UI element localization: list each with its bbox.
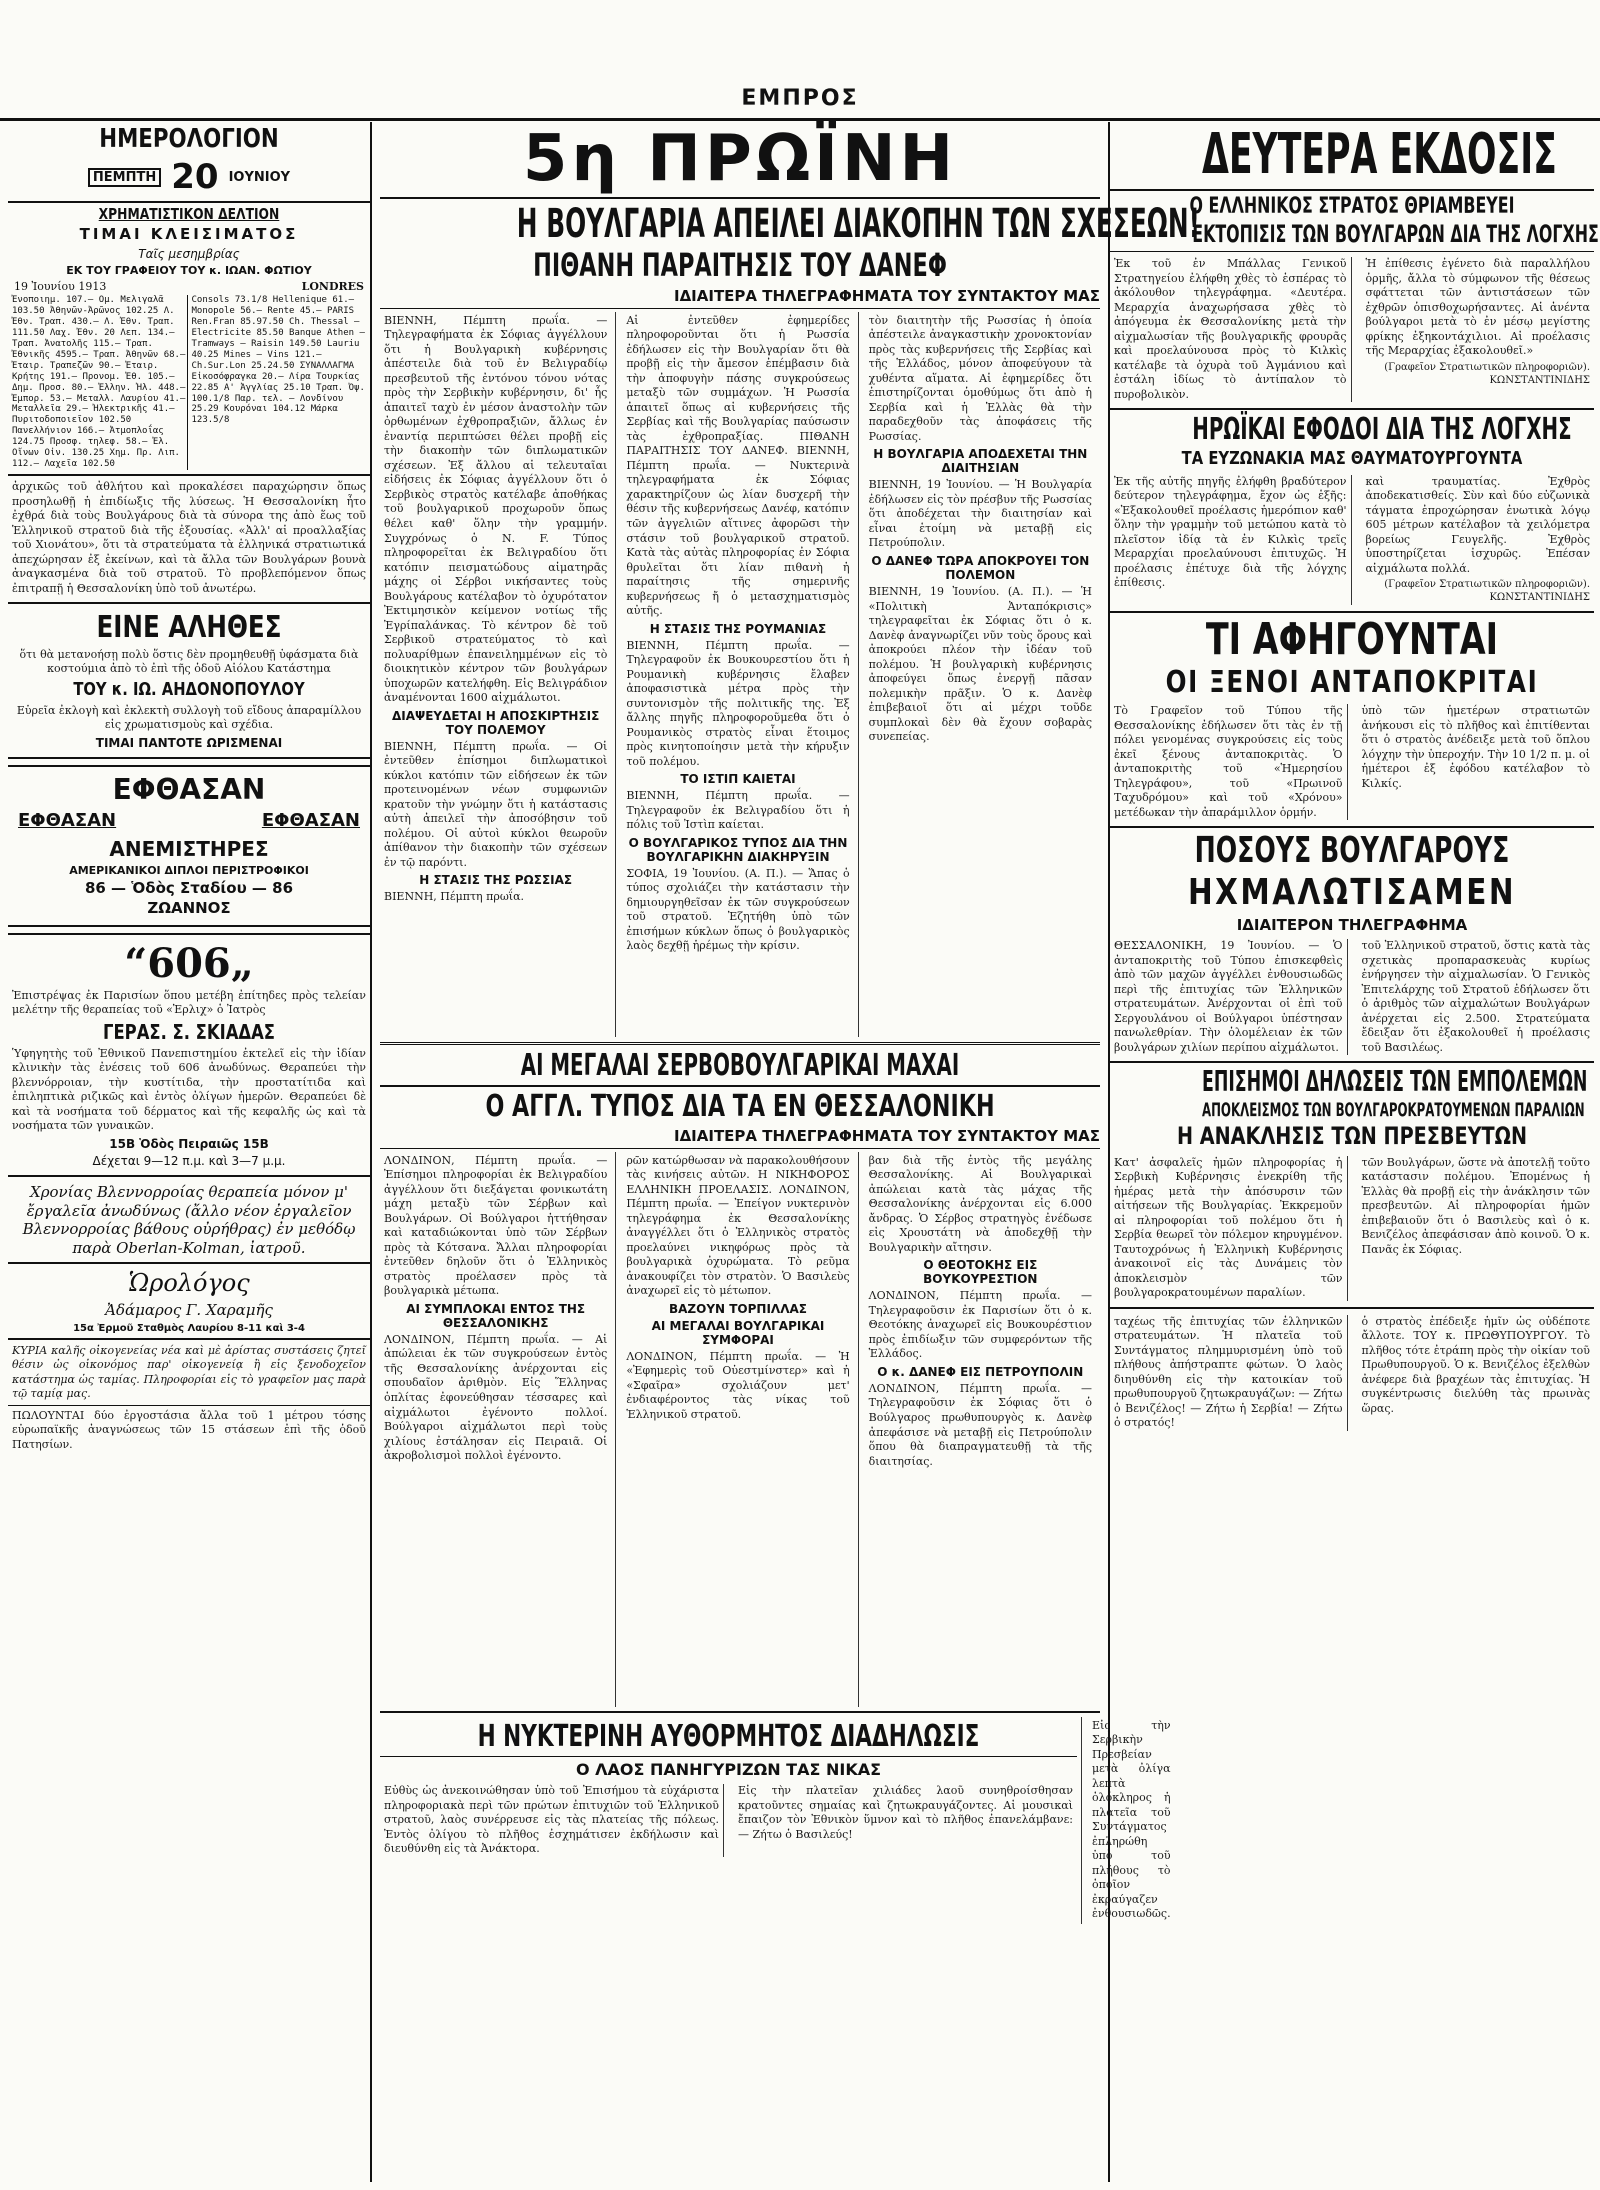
celebration-text-2: ὁ στρατὸς ἐπέδειξε ἡμῖν ὡς οὐδέποτε ἄλλοτε. ΤΟΥ κ. ΠΡΩΘΥΠΟΥΡΓΟΥ. Τὸ πλῆθος τότε ἐτράπη πρὸς τὴν οἰκίαν τοῦ Πρωθυπουργοῦ. Ὁ κ. Βενιζέλος ἐξελθὼν ἀνέφερε διὰ βραχέων τὰς ἐπιτυχίας. Ἡ συγκέντρωσις διελύθη τὰς πρωινὰς ὥρας.: [1361, 1314, 1590, 1415]
night-main: [380, 1717, 1082, 1924]
main-subhead: ΠΙΘΑΝΗ ΠΑΡΑΙΤΗΣΙΣ ΤΟΥ ΔΑΝΕΦ: [533, 246, 947, 285]
ad-fabric-price: ΤΙΜΑΙ ΠΑΝΤΟΤΕ ΩΡΙΣΜΕΝΑΙ: [95, 735, 283, 750]
telegram-label: ΙΔΙΑΙΤΕΡΑ ΤΗΛΕΓΡΑΦΗΜΑΤΑ ΤΟΥ ΣΥΝΤΑΚΤΟΥ ΜΑΣ: [673, 286, 1100, 305]
divider: [1110, 189, 1594, 191]
article-russia: Αἱ ἐντεῦθεν ἐφημερίδες πληροφοροῦνται ὅτι ἡ Ρωσσία ἐδήλωσεν εἰς τὴν Βουλγαρίαν ὅτι θὰ προβῇ εἰς τὴν ἄμεσον ἐπέμβασιν διὰ τὴν ἀποφυγὴν πάσης συγκρούσεως μεταξὺ τῶν συμμάχων. Ἡ Ρωσσία ἀπαιτεῖ ὅπως αἱ κυβερνήσεις τῆς Σερβίας καὶ τῆς Βουλγαρίας παύσωσιν τὰς ἐχθροπραξίας. ΠΙΘΑΝΗ ΠΑΡΑΙΤΗΣΙΣ ΤΟΥ ΔΑΝΕΦ. ΒΙΕΝΝΗ, Πέμπτη πρωΐα. — Νυκτερινὰ τηλεγραφήματα ἐκ Σόφιας χαρακτηρίζουν ὡς λίαν δυσχερῆ τὴν θέσιν τῆς κυβερνήσεως Δανέφ, κατόπιν τῶν ἀγγελιῶν αἵτινες ἀφορῶσι τὴν στάσιν τοῦ βουλγαρικοῦ στρατοῦ. Κατὰ τὰς αὐτὰς πληροφορίας ἐν Σόφια θρυλεῖται ὅτι λίαν πιθανὴ ἡ παραίτησις τῆς σημερινῆς κυβερνήσεως ἤ ὁ μετασχηματισμὸς αὐτῆς.: [626, 313, 850, 618]
divider: [380, 197, 1100, 199]
official-subhead-2: Η ΑΝΑΚΛΗΣΙΣ ΤΩΝ ΠΡΕΣΒΕΥΤΩΝ: [1176, 1122, 1528, 1151]
ad-doctor-name: ΓΕΡΑΣ. Σ. ΣΚΙΑΔΑΣ: [103, 1019, 275, 1044]
second-edition-sub2: ΕΚΤΟΠΙΣΙΣ ΤΩΝ ΒΟΥΛΓΑΡΩΝ ΔΙΑ ΤΗΣ ΛΟΓΧΗΣ: [1192, 219, 1599, 248]
article-col-3: [865, 312, 1100, 1037]
bayonet-subhead: ΤΑ ΕΥΖΩΝΑΚΙΑ ΜΑΣ ΘΑΥΜΑΤΟΥΡΓΟΥΝΤΑ: [1181, 447, 1523, 469]
official-text-1: Κατ' ἀσφαλεῖς ἡμῶν πληροφορίας ἡ Σερβικὴ Κυβέρνησις ἐνεκρίθη τῆς ἡμέρας μετὰ τὴν ἀπόσυρσιν τῶν αἰτήσεων τῆς Βουλγαρίας. Ἐκκρεμοῦν αἱ πληροφορίαι τοῦ πολέμου ὅτι ἡ Σερβία θεωρεῖ τὸν πόλεμον κηρυγμένον. Ταυτοχρόνως ἡ Ἑλληνικὴ Κυβέρνησις ἀνακοινοῖ εἰς τὰς Δυνάμεις τὸν ἀποκλεισμὸν τῶν βουλγαροκρατουμένων παραλίων.: [1114, 1156, 1348, 1301]
ad-doctor-text: Ἐπιστρέψας ἐκ Παρισίων ὅπου μετέβη ἐπίτηδες πρὸς τελείαν μελέτην τῆς θεραπείας τοῦ «Ἐρλιχ» ὁ Ἰατρὸς: [12, 988, 366, 1017]
ad-doctor-title: “606„: [124, 939, 254, 987]
ad-fans-title3: ΕΦΘΑΣΑΝ: [261, 810, 360, 832]
divider: [8, 1262, 370, 1264]
article-bulgaria-accepts: ΒΙΕΝΝΗ, 19 Ἰουνίου. — Ἡ Βουλγαρία ἐδήλωσεν εἰς τὸν πρέσβυν τῆς Ρωσσίας ὅτι ἀποδέχεται τὴν διαιτησίαν καὶ εἶναι ἑτοίμη νὰ μεταβῇ εἰς Πετρούπολιν.: [868, 478, 1092, 550]
ad-doctor-text2: Ὑφηγητὴς τοῦ Ἐθνικοῦ Πανεπιστημίου ἐκτελεῖ εἰς τὴν ἰδίαν κλινικὴν τὰς ἐνέσεις τοῦ 606 ἀνωδύνως. Θεραπεύει τὴν βλεννόρροιαν, τὴν κυστίτιδα, τὴν προστατίτιδα καὶ ἐπιληπτικὰ ριζικῶς καὶ ἐντὸς ὀλίγων ἡμερῶν. Θεραπεύει δὲ καὶ τὰ νοσήματα τοῦ δέρματος καὶ τῆς κεφαλῆς ὡς καὶ τὰ νοσήματα τῶν γυναικῶν.: [12, 1046, 366, 1133]
correspondents-subhead: ΟΙ ΞΕΝΟΙ ΑΝΤΑΠΟΚΡΙΤΑΙ: [1165, 664, 1539, 700]
correspondents-headline: ΤΙ ΑΦΗΓΟΥΝΤΑΙ: [1205, 613, 1499, 665]
ad-fans: [8, 765, 370, 927]
ad-clinic: Χρονίας Βλεννορροίας θεραπεία μόνον μ' ἔργαλεῖα ἀνωδύνως (ἄλλο νέον ἐργαλεῖον Βλεννορροίας βάθους οὐρήθρας) ἐν μεθόδῳ παρὰ Oberlan-Kolman, ἰατροῦ.: [22, 1182, 356, 1258]
divider: [380, 1042, 1100, 1045]
article-london-2: ΛΟΝΔΙΝΟΝ, Πέμπτη πρωΐα. — Αἱ ἀπώλειαι ἐκ τῶν συγκρούσεων ἐντὸς τῆς Θεσσαλονίκης ἀνέρχονται εἰς σπουδαῖον ἀριθμὸν. Εἰς Ἕλληνας ὁπλίτας ἐφονεύθησαν τέσσαρες καὶ αἰχμάλωτοι ἐγένοντο πολλοί. Βούλγαροι αἰχμάλωτοι περὶ τοὺς χιλίους ἐστάλησαν εἰς Πειραιᾶ. Οἱ ἀκροβολισμοὶ πολλοὶ ἐγένοντο.: [384, 1332, 608, 1463]
article-heading: ΑΙ ΣΥΜΠΛΟΚΑΙ ΕΝΤΟΣ ΤΗΣ ΘΕΣΣΑΛΟΝΙΚΗΣ: [406, 1301, 586, 1330]
triumph-col-2: [1362, 255, 1595, 404]
battle-col-2: [622, 1152, 858, 1707]
battle-articles: [380, 1152, 1100, 1707]
article-london-4: ΛΟΝΔΙΝΟΝ, Πέμπτη πρωΐα. — Ἡ «Ἐφημερὶς τοῦ Οὐεστμίνστερ» καὶ ἡ «Σφαῖρα» σχολιάζουν μετ' ἐνδιαφέροντος τὰς νίκας τοῦ Ἑλληνικοῦ στρατοῦ.: [626, 1349, 850, 1421]
main-headline: Η ΒΟΥΛΓΑΡΙΑ ΑΠΕΙΛΕΙ ΔΙΑΚΟΠΗΝ ΤΩΝ ΣΧΕΣΕΩΝ!: [516, 201, 1200, 248]
article-heading: ΤΟ ΙΣΤΙΠ ΚΑΙΕΤΑΙ: [680, 772, 796, 787]
article-heading: Η ΒΟΥΛΓΑΡΙΑ ΑΠΟΔΕΧΕΤΑΙ ΤΗΝ ΔΙΑΙΤΗΣΙΑΝ: [873, 447, 1088, 476]
calendar-month: ΙΟΥΝΙΟΥ: [228, 169, 291, 185]
article-heading: Ο ΔΑΝΕΦ ΤΩΡΑ ΑΠΟΚΡΟΥΕΙ ΤΟΝ ΠΟΛΕΜΟΝ: [871, 554, 1090, 582]
ad-fabric-text: ὅτι θὰ μετανοήσῃ πολὺ ὅστις δὲν προμηθευθῇ ὑφάσματα διὰ κοστούμια ἀπὸ τὸ ἐπὶ τῆς ὁδοῦ Αἰόλου Κατάστημα: [19, 647, 359, 676]
bayonet-text-1: Ἐκ τῆς αὐτῆς πηγῆς ἐλήφθη βραδύτερον δεύτερον τηλεγράφημα, ἔχον ὡς ἑξῆς: «Ἐξακολουθεῖ προέλασις ἡμερόπιον καθ' ὅλην τὴν γραμμὴν τοῦ μετώπου κατὰ τὸ πλεῖστον ἰδίᾳ τὰ ἐν Κιλκὶς τρεῖς Μεραρχίαι προελαύνουσι ἐπιτυχῶς. Ἡ προέλασις ἐπέτυχε διὰ τῆς λόγχης ἐπίθεσις.: [1114, 475, 1352, 605]
article-heading: Η ΣΤΑΣΙΣ ΤΗΣ ΡΟΥΜΑΝΙΑΣ: [649, 621, 827, 636]
ad-fabric-text2: Εὑρεῖα ἐκλογὴ καὶ ἐκλεκτὴ συλλογὴ τοῦ εἴδους ἀπαραμίλλου εἰς χρωματισμοὺς καὶ σχέδια.: [16, 703, 362, 732]
official-headline: ΕΠΙΣΗΜΟΙ ΔΗΛΩΣΕΙΣ ΤΩΝ ΕΜΠΟΛΕΜΩΝ: [1201, 1065, 1588, 1099]
divider: [380, 1085, 1100, 1087]
market-table-left: Ἐνοποιημ. 107.— Οµ. Μελιγαλᾶ 103.50 Ἀθηνῶν-Ἀρῶνος 102.25 Λ. Ἐθν. Τραπ. 430.— Λ. Ἐθν. Τραπ. 111.50 Λαχ. Ἐθν. 20 Λεπ. 134.— Τραπ. Ἀνατολῆς 115.— Τραπ. Ἐθνικῆς 4595.— Τραπ. Ἀθηνῶν 68.— Ἐταιρ. Τραπεζῶν 90.— Ἐταιρ. Κρήτης 191.— Προνομ. Ἐθ. 105.— Δημ. Προσ. 80.— Ἐλλην. Ἠλ. 448.— Ἐμπορ. 53.— Μεταλλ. Λαυρίου 41.— Μεταλλεῖα 29.— Ἠλεκτρικῆς 41.— Πυριτοδοποιεῖον 102.50 Πανελλήνιον 166.— Ἀτμοπλοΐας 124.75 Προσφ. τηλεφ. 58.— Ἐλ. Οἴνων Οἰν. 130.25 Χημ. Πρ. Λιπ. 112.— Λαχεῖα 102.50: [12, 294, 186, 470]
divider: [380, 1711, 1100, 1713]
masthead-title: ΕΜΠΡΟΣ: [741, 86, 859, 111]
triumph-text-2: Ἡ ἐπίθεσις ἐγένετο διὰ παραλλήλου ὁρμῆς, ἄλλα τὸ σύμφωνον τῆς θέσεως σφάττεται τῶν ἀντιστάσεων τῶν ἐχθρῶν ὁπισθοχωρήσαντες. Αἱ ἀνέντα βούλγαροι μετὰ τὸ ἐν μέσῳ μεγίστης φρίκης ἐξηκοντάχιλιοι. Αἱ προέλασις τῆς Μεραρχίας ἐξακολουθεῖ.»: [1365, 257, 1590, 358]
article-london-1: ΛΟΝΔΙΝΟΝ, Πέμπτη πρωΐα. — Ἐπίσημοι πληροφορίαι ἐκ Βελιγραδίου ἀγγέλλουν ὅτι διεξάγεται φονικωτάτη μάχη μεταξὺ τῶν Σέρβων καὶ Βουλγάρων. Οἱ Βούλγαροι ἡττήθησαν καὶ καταδιώκονται ὑπὸ τῶν Σέρβων πρὸς τὰ Κότσανα. Ἄλλαι πληροφορίαι ἐντεῦθεν δηλοῦν ὅτι ὁ Ἑλληνικὸς στρατὸς προέλασεν πρὸς τὰ βουλγαρικὰ μέτωπα.: [384, 1153, 608, 1298]
bayonet-col-2: [1362, 473, 1595, 607]
article-arbitration: τὸν διαιτητὴν τῆς Ρωσσίας ἡ ὁποία ἀπέστειλε ἀναγκαστικὴν χρονοκτονίαν πρὸς τὰς κυβερνήσεις τῆς Σερβίας καὶ τῆς Ἑλλάδος, μόνον ἀποφεύγουν τὰ χυθέντα αἵματα. Αἱ ἐφημερίδες ὅτι ἐπιστηρίζονται ὁμοθύμως ὅτι ἀπὸ ἡ Σερβία καὶ ἡ Ἑλλὰς θὰ τὴν παραδεχθοῦν τὰς ἀποφάσεις τῆς Ρωσσίας.: [868, 313, 1092, 443]
market-title: ΧΡΗΜΑΤΙΣΤΙΚΟΝ ΔΕΛΤΙΟΝ: [98, 205, 280, 224]
ad-fabric-title: ΕΙΝΕ ΑΛΗΘΕΣ: [96, 610, 282, 646]
market-from: Ταῖς μεσημβρίας: [138, 246, 240, 261]
celebration-text-1: ταχέως τῆς ἐπιτυχίας τῶν ἑλληνικῶν στρατευμάτων. Ἡ πλατεῖα τοῦ Συντάγματος πλημμυρισμένη ὑπὸ τοῦ πλήθους ἀπήστραπτε φώτων. Ὁ λαὸς διηυθύνθη εἰς τὴν κατοικίαν τοῦ πρωθυπουργοῦ ζητωκραυγάζων: — Ζήτω ὁ Βενιζέλος! — Ζήτω ἡ Σερβία! — Ζήτω ὁ στρατός!: [1114, 1315, 1348, 1431]
divider: [8, 474, 370, 476]
article-istip: ΒΙΕΝΝΗ, Πέμπτη πρωΐα. — Τηλεγραφοῦν ἐκ Βελιγραδίου ὅτι ἡ πόλις τοῦ Ἰστὶπ καίεται.: [626, 789, 850, 832]
masthead: [0, 86, 1600, 121]
battles-headline: ΑΙ ΜΕΓΑΛΑΙ ΣΕΡΒΟΒΟΥΛΓΑΡΙΚΑΙ ΜΑΧΑΙ: [520, 1047, 960, 1083]
bayonet-signature: (Γραφεῖον Στρατιωτικῶν πληροφοριῶν). ΚΩΝΣΤΑΝΤΙΝΙΔΗΣ: [1384, 579, 1590, 604]
article-heading: Ο ΒΟΥΛΓΑΡΙΚΟΣ ΤΥΠΟΣ ΔΙΑ ΤΗΝ ΒΟΥΛΓΑΡΙΚΗΝ ΔΙΑΚΗΡΥΞΙΝ: [628, 835, 848, 864]
article-vienna-1: ΒΙΕΝΝΗ, Πέμπτη πρωΐα. — Τηλεγραφήματα ἐκ Σόφιας ἀγγέλλουν ὅτι ἡ Βουλγαρικὴ κυβέρνησις ἀπέστειλε διὰ τοῦ ἐν Βελιγραδίῳ πρεσβευτοῦ τῆς ἐντόνου τόνου νότας πρὸς τὴν Σερβικὴν κυβέρνησιν, δι' ἧς ἀπαιτεῖ ταχὺ ἐν μέσον ἀναστολὴν τῶν ὀρθωμένων ἐχθροπραξιῶν, ἄλλως ἐν ἐναντίᾳ περιπτώσει θέλει προβῇ εἰς τὴν διακοπὴν τῶν διπλωματικῶν σχέσεων. Ἐξ ἄλλου αἱ τελευταῖαι εἰδήσεις ἐκ Σόφιας ἀγγέλλουν ὅτι ὁ Σερβικὸς στρατὸς κατέλαβε ἀποθήκας τοῦ βουλγαρικοῦ προχωροῦν ὅπως θέλει καθ' ὅλην τὴν γραμμήν. Συγχρόνως ὁ Ν. F. Τύπος πληροφορεῖται ἐκ Βελιγραδίου ὅτι κατόπιν πεισματώδους αἱματηρᾶς μάχης οἱ Σέρβοι νικήσαντες τοὺς Βουλγάρους κατέλαβον τὸ ὀχυρότατον Ἐκτιμησικὸν κείμενον νοτίως τῆς Ἐγρίπαλάνκας. Τὸ κέντρον δὲ τοῦ Σερβικοῦ στρατεύματος τὸ καὶ πολυαρίθμων ἐπανειλημμένων εἰς τὸ διοικητικὸν κέντρον τῶν βουλγάρων ὑποχωρῶν κατελήφθη. Εἰς Βελιγράδιον ἀναμένονται 1600 αἰχμάλωτοι.: [384, 313, 608, 705]
calendar-date: [8, 157, 370, 197]
celebration-articles: [1110, 1313, 1594, 1433]
article-london-7: ΛΟΝΔΙΝΟΝ, Πέμπτη πρωΐα. — Τηλεγραφοῦσιν ἐκ Σόφιας ὅτι ὁ Βούλγαρος πρωθυπουργὸς κ. Δανὲφ ἀπεφάσισε νὰ μεταβῇ εἰς Πετρούπολιν ὅπου θὰ διαπραγματευθῇ τὰ τῆς διαιτησίας.: [868, 1381, 1092, 1468]
triumph-signature: (Γραφεῖον Στρατιωτικῶν πληροφοριῶν). ΚΩΝΣΤΑΝΤΙΝΙΔΗΣ: [1384, 361, 1590, 386]
ad-doctor-hours: Δέχεται 9—12 π.μ. καὶ 3—7 μ.μ.: [92, 1153, 286, 1168]
second-edition-headline: ΔΕΥΤΕΡΑ ΕΚΔΟΣΙΣ: [1201, 122, 1557, 187]
official-articles: [1110, 1154, 1594, 1303]
divider: [1110, 251, 1594, 252]
article-heading: ΒΑΖΟΥΝ ΤΟΡΠΙΛΛΑΣ: [668, 1301, 807, 1316]
calendar-day-number: 20: [171, 157, 219, 198]
prisoners-text-1: ΘΕΣΣΑΛΟΝΙΚΗ, 19 Ἰουνίου. — Ὁ ἀνταποκριτὴς τοῦ Τύπου ἐπισκεφθεὶς ἀπὸ τῶν μαχῶν ἀγγέλλει ἐνθουσιωδῶς περὶ τῆς ἐπιτυχίας τῶν Ἑλληνικῶν στρατευμάτων. Ἀνέρχονται οἱ ἐπὶ τοῦ Σεργουλάνου οἱ Βούλγαροι ὑπέστησαν πανωλεθρίαν. Τὴν ὁλομέλειαν ἐκ τῶν βουλγάρων χιλίων περίπου αἰχμάλωτοι.: [1114, 939, 1348, 1055]
market-table-right: Consols 73.1/8 Hellenique 61.— Monopole 56.— Rente 45.— PARIS Ren.Fran 85.97.50 Ch. Thessal — Electricite 85.50 Banque Athen — Tramways — Raisin 149.50 Lauriu 40.25 Mines — Vins 121.— Ch.Sur.Lon 25.24.50 ΣΥΝΑΛΛΑΓΜΑ Εἰκοσόφραγκα 20.— Λίρα Τουρκίας 22.85 Α' Ἀγγλίας 25.10 Τραπ. Ὀψ. 100.1/8 Παρ. τελ. — Λονδίνου 25.29 Κουρόναι 104.12 Μάρκα 123.5/8: [187, 295, 367, 471]
article-london-6: ΛΟΝΔΙΝΟΝ, Πέμπτη πρωΐα. — Τηλεγραφοῦσιν ἐκ Παρισίων ὅτι ὁ κ. Θεοτόκης ἀναχωρεῖ εἰς Βουκουρέστιον πρὸς ἐπιδίωξιν τῶν συμφερόντων τῆς Ἑλλάδος.: [868, 1289, 1092, 1361]
divider: [380, 308, 1100, 309]
divider: [1110, 826, 1594, 828]
prisoners-subhead: ΗΧΜΑΛΩΤΙΣΑΜΕΝ: [1188, 872, 1516, 914]
night-headline: Η ΝΥΚΤΕΡΙΝΗ ΑΥΘΟΡΜΗΤΟΣ ΔΙΑΔΗΛΩΣΙΣ: [477, 1718, 980, 1754]
market-table: [12, 295, 366, 471]
night-columns: [380, 1782, 1077, 1859]
front-articles: [380, 312, 1100, 1037]
article-sofia: ΣΟΦΙΑ, 19 Ἰουνίου. (Α. Π.). — Ἅπας ὁ τύπος σχολιάζει τὴν κατάστασιν τὴν δημιουργηθεῖσαν ἐκ τῶν συγκρούσεων τοῦ στρατοῦ. Ἐζητήθη ὑπὸ τῶν ἐπισήμων κύκλων ὅπως ὁ βουλγαρικὸς λαὸς δεχθῇ ἡρέμως τὴν κρίσιν.: [626, 866, 850, 953]
night-text-1: Εὐθὺς ὡς ἀνεκοινώθησαν ὑπὸ τοῦ Ἐπισήμου τὰ εὐχάριστα πληροφοριακὰ περὶ τῶν πρώτων ἐπιτυχιῶν τοῦ Ἑλληνικοῦ στρατοῦ, λαὸς συνέρρευσε εἰς τὰς πλατείας τῆς πόλεως. Ἐντὸς ὀλίγου τὸ πλῆθος ἐσχημάτισεν ἐκδήλωσιν καὶ διευθύνθη εἰς τὰ Ἀνάκτορα.: [384, 1784, 724, 1857]
ad-doctor-address: 15Β Ὁδὸς Πειραιῶς 15Β: [109, 1136, 269, 1151]
triumph-text-1: Ἐκ τοῦ ἐν Μπάλλας Γενικοῦ Στρατηγείου ἐλήφθη χθὲς τὸ ἑσπέρας τὸ ἀκόλουθον τηλεγράφημα. «Δευτέρα. Μεραρχία ἀναχωρήσασα χθὲς τὸ ἀπόγευμα ἐκ Θεσσαλονίκης μετὰ τὴν αἰχμαλωσίαν τῆς βουλγαρικῆς φρουρᾶς καὶ προελαύνουσα πρὸς τὸ Κιλκὶς κατέλαβε τὰ ὀχυρὰ τοῦ Ἀγμάνιου καὶ ἐστάλη ἰδίως τὸ ἀντίπαλον τὸ πυροβολικὸν.: [1114, 257, 1352, 402]
market-london: LONDRES: [301, 279, 364, 293]
correspondents-text-2: ὑπὸ τῶν ἡμετέρων στρατιωτῶν ἀνήκουσι εἰς τὸ πλῆθος καὶ ἐπιτίθενται ὅτι ὁ στρατὸς ἀνέδειξε μετὰ τοῦ ὅπλου λόγχην τὴν ὑπεροχήν. Τὴν 10 1/2 π. μ. οἱ ἡμέτεροι ἐξ ἐφόδου κατέλαβον τὸ Κιλκίς.: [1361, 704, 1590, 790]
divider: [1110, 1061, 1594, 1063]
calendar-title: ΗΜΕΡΟΛΟΓΙΟΝ: [99, 124, 279, 154]
article-vienna-3: ΒΙΕΝΝΗ, Πέμπτη πρωΐα.: [384, 890, 525, 904]
article-london-5: βαν διὰ τῆς ἐντὸς τῆς μεγάλης Θεσσαλονίκης. Αἱ Βουλγαρικαὶ ἀπώλειαι κατὰ τὰς μάχας τῆς Θεσσαλονίκης ἀνέρχονται εἰς 6.000 ἄνδρας. Ὁ Σέρβος στρατηγὸς ἐνέδωσε εἰς Χρουστάτη νὰ ἀποδεχθῇ τὴν Βουλγαρικὴν αἴτησιν.: [868, 1153, 1092, 1254]
divider: [380, 1148, 1100, 1149]
divider: [8, 1405, 370, 1406]
ad-fabric-name: ΤΟΥ κ. ΙΩ. ΑΗΔΟΝΟΠΟΥΛΟΥ: [73, 678, 305, 700]
market-date: 19 Ἰουνίου 1913: [14, 279, 107, 293]
triumph-articles: [1110, 255, 1594, 404]
market-dateline: [14, 280, 364, 293]
ad-fans-row: [18, 808, 360, 835]
battle-col-1: [380, 1152, 616, 1707]
bayonet-headline: ΗΡΩΪΚΑΙ ΕΦΟΔΟΙ ΔΙΑ ΤΗΣ ΛΟΓΧΗΣ: [1192, 412, 1572, 448]
edition-label: 5η ΠΡΩΪΝΗ: [522, 122, 958, 196]
article-heading: Ο κ. ΔΑΝΕΦ ΕΙΣ ΠΕΤΡΟΥΠΟΛΙΝ: [877, 1364, 1084, 1379]
battles-subhead: Ο ΑΓΓΛ. ΤΥΠΟΣ ΔΙΑ ΤΑ ΕΝ ΘΕΣΣΑΛΟΝΙΚΗ: [485, 1089, 995, 1125]
ad-fans-shop: ΖΩΑΝΝΟΣ: [147, 898, 231, 917]
second-edition-sub1: Ο ΕΛΛΗΝΙΚΟΣ ΣΤΡΑΤΟΣ ΘΡΙΑΜΒΕΥΕΙ: [1189, 193, 1515, 219]
ad-watchmaker-address: 15α Ἐρμοῦ Σταθμὸς Λαυρίου 8-11 καὶ 3-4: [73, 1322, 305, 1334]
ad-watchmaker-title: Ὡρολόγος: [128, 1268, 250, 1297]
correspondents-text-1: Τὸ Γραφεῖον τοῦ Τύπου τῆς Θεσσαλονίκης ἐδήλωσεν ὅτι τὰς ἐν τῇ πόλει γενομένας συγκρούσεις εἰς τοὺς ἐκεῖ ξένους ἀνταποκριτὰς. Ὁ ἀνταποκριτὴς τοῦ «Ἡμερησίου Τηλεγράφου», τοῦ «Πρωινοῦ Ταχυδρόμου» καὶ τοῦ «Χρόνου» μετέδωκαν τὴν ἀπαράμιλλον ὁρμήν.: [1114, 704, 1348, 820]
prisoners-text-2: τοῦ Ἑλληνικοῦ στρατοῦ, ὅστις κατὰ τὰς σχετικὰς προπαρασκευὰς κυρίως ἐνήργησεν τὴν αἰχμαλωσίαν. Ὁ Γενικὸς Ἐπιτελάρχης τοῦ Στρατοῦ ἐδήλωσεν ὅτι ὁ ἀριθμὸς τῶν αἰχμαλώτων Βουλγάρων ἀνέρχεται εἰς 2.500. Στρατεύματα ἔδειξαν ὅτι ἐξακολουθεῖ ἡ προέλασις τοῦ Βασιλέως.: [1361, 939, 1590, 1054]
ad-fans-title: ΕΦΘΑΣΑΝ: [112, 772, 266, 806]
ad-fans-sub: ΑΜΕΡΙΚΑΝΙΚΟΙ ΔΙΠΛΟΙ ΠΕΡΙΣΤΡΟΦΙΚΟΙ: [69, 864, 309, 878]
article-col-1: [380, 312, 616, 1037]
article-london-3: ρῶν κατώρθωσαν νὰ παρακολουθήσουν τὰς κινήσεις αὐτῶν. Η ΝΙΚΗΦΟΡΟΣ ΕΛΛΗΝΙΚΗ ΠΡΟΕΛΑΣΙΣ. ΛΟΝΔΙΝΟΝ, Πέμπτη πρωΐα. — Ἐπείγον νυκτερινὸν τηλεγράφημα ἐκ Θεσσαλονίκης ἀναγγέλλει ὅτι ὁ Ἑλληνικὸς στρατὸς προελαύνει νικηφόρως πρὸς τὰ βουλγαρικὰ ὀχυρώματα. Τὸ ρεῦμα ἀνακουφίζει τὸν στρατὸν. Ὁ Βασιλεὺς ἀναχωρεῖ εἰς τὸ μέτωπον.: [626, 1153, 850, 1298]
ad-sale: ΠΩΛΟΥΝΤΑΙ δύο ἐργοστάσια ἄλλα τοῦ 1 μέτρου τόσης εὐρωπαϊκῆς ἀναγνώσεως τῶν 15 στάσεων ἐπὶ τῆς ὁδοῦ Πατησίων.: [12, 1408, 366, 1451]
article-heading: Ο ΘΕΟΤΟΚΗΣ ΕΙΣ ΒΟΥΚΟΥΡΕΣΤΙΟΝ: [923, 1258, 1038, 1287]
divider: [8, 201, 370, 203]
article-romania: ΒΙΕΝΝΗ, Πέμπτη πρωΐα. — Τηλεγραφοῦν ἐκ Βουκουρεστίου ὅτι ἡ Ρουμανικὴ κυβέρνησις ἔλαβεν ἀποφασιστικὰ μέτρα πρὸς τὴν συντονισμὸν τῆς πολιτικῆς της. Ἐξ ἄλλης πηγῆς πληροφοροῦμεθα ὅτι ὁ Ρουμανικὸς στρατὸς εἶναι ἕτοιμος πρὸς κινητοποίησιν μετὰ τὴν κήρυξιν τοῦ πολέμου.: [626, 638, 850, 768]
ad-fans-address: 86 — Ὁδὸς Σταδίου — 86: [84, 879, 294, 898]
divider: [8, 1338, 370, 1340]
official-text-2: τῶν Βουλγάρων, ὥστε νὰ ἀποτελῇ τοῦτο κατάστασιν πολέμου. Ἐπομένως ἡ Ἑλλὰς θὰ προβῇ εἰς τὴν ἀνάκλησιν τῶν πρεσβευτῶν. Αἱ πληροφορίαι ἡμῶν ἐπιβεβαιοῦν ὅτι ὁ Βασιλεὺς καὶ ὁ κ. Βενιζέλος ἀπεφάσισαν ἀπὸ κοινοῦ. Ὁ κ. Πανᾶς ἐκ Σόφιας.: [1361, 1155, 1590, 1256]
night-text-2: Εἰς τὴν πλατεῖαν χιλιάδες λαοῦ συνηθροίσθησαν κρατοῦντες σημαίας καὶ ζητωκραυγάζοντες. Αἱ μουσικαὶ ἔπαιζον τὸν Ἐθνικὸν ὕμνον καὶ τὸ πλῆθος ἐπανελάμβανε: — Ζήτω ὁ Βασιλεύς!: [738, 1784, 1073, 1841]
ad-watchmaker-name: Ἀδάμαρος Γ. Χαραμῆς: [105, 1300, 273, 1319]
ad-fabric: [8, 602, 370, 758]
prisoners-headline: ΠΟΣΟΥΣ ΒΟΥΛΓΑΡΟΥΣ: [1194, 830, 1510, 872]
center-column: [380, 122, 1200, 2182]
divider: [1110, 408, 1594, 410]
calendar-day: ΠΕΜΠΤΗ: [88, 168, 161, 187]
night-subhead: Ο ΛΑΟΣ ΠΑΝΗΓΥΡΙΖΩΝ ΤΑΣ ΝΙΚΑΣ: [575, 1760, 882, 1780]
article-heading: ΑΙ ΜΕΓΑΛΑΙ ΒΟΥΛΓΑΡΙΚΑΙ ΣΥΜΦΟΡΑΙ: [651, 1318, 825, 1347]
divider: [1110, 611, 1594, 613]
correspondents-articles: [1110, 702, 1594, 822]
bayonet-articles: [1110, 473, 1594, 607]
ad-lady: ΚΥΡΙΑ καλῆς οἰκογενείας νέα καὶ μὲ ἀρίστας συστάσεις ζητεῖ θέσιν ὡς οἰκονόμος παρ' οἰκογενείᾳ ἢ εἰς ξενοδοχεῖον κατάστημα ὡς ταμίας. Πληροφορίαι εἰς τὸ γραφεῖον μας παρὰ τῷ ταμίᾳ μας.: [12, 1343, 366, 1401]
article-fragment: ἀρχικῶς τοῦ ἀθλήτου καὶ προκαλέσει παραχώρησιν ὅπως προσηλωθῇ ἡ ἐπιδίωξις τῆς λύσεως. Ἡ Θεσσαλονίκη ἦτο ἐχθρά διὰ τοὺς Βουλγάρους διὰ τὰ σύνορα της ἀπὸ ἕως τοῦ Ἑλληνικοῦ στρατοῦ διὰ τῆς ἐξουσίας. «Ἀλλ' αἱ προαλλαξίας τοῦ Χιονάτου», ὅτι τὰ στρατεύματα τὰ ἑλληνικά στρατιωτικά ἀπεχώρησαν ἐξ ἐκείνων, καὶ τὰ ἄλλα τῶν Βουλγάρων βουνὰ ἀναγκασμένα διὰ τοῦ στρατοῦ. Τὸ προβλεπόμενον ὅπως ἐπιτραπῇ ἡ Θεσσαλονίκη ὑπὸ τοῦ ἀνωτέρω.: [12, 480, 366, 595]
market-subtitle: ΤΙΜΑΙ ΚΛΕΙΣΙΜΑΤΟΣ: [79, 225, 299, 244]
market-office: ΕΚ ΤΟΥ ΓΡΑΦΕΙΟΥ ΤΟΥ κ. ΙΩΑΝ. ΦΩΤΙΟΥ: [66, 263, 312, 277]
bayonet-text-2: καὶ τραυματίας. Ἐχθρὸς ἀποδεκατισθείς. Σὺν καὶ δύο εὐζωνικὰ τάγματα ἐπροχώρησαν ἐνωτικὰ λόγῳ 605 μέτρων κατέλαβον τὰ χειλόμετρα βορείως Γευγελῆς. Ἐχθρὸς ὑποστηρίζεται ἰσχυρῶς. Ἐπέσαν αἰχμάλωτα πολλά.: [1365, 474, 1590, 575]
battle-col-3: [865, 1152, 1100, 1707]
article-heading: ΔΙΑΨΕΥΔΕΤΑΙ Η ΑΠΟΣΚΙΡΤΗΣΙΣ ΤΟΥ ΠΟΛΕΜΟΥ: [392, 708, 600, 737]
article-danef: ΒΙΕΝΝΗ, 19 Ἰουνίου. (Α. Π.). — Ἡ «Πολιτικὴ Ἀνταπόκρισις» τηλεγραφεῖται ἐκ Σόφιας ὅτι ὁ κ. Δανὲφ ἀναγνωρίζει νῦν τοὺς ὅρους καὶ ἀποκρούει πλέον τὴν ἰδέαν τοῦ πολέμου. Ἡ βουλγαρικὴ κυβέρνησις ἀποφεύγει ὅπως ἐνεργῇ πᾶσαν πολεμικὴν πρᾶξιν. Ὁ κ. Δανὲφ ἐπιβεβαιοῖ ὅτι αἱ μέχρι τοῦδε συμπλοκαὶ δὲν θὰ ἔχουν σοβαρὰς συνεπείας.: [868, 585, 1092, 744]
ad-fans-title2: ΕΦΘΑΣΑΝ: [18, 810, 117, 832]
night-section: [380, 1717, 1171, 1924]
article-col-2: [622, 312, 858, 1037]
official-subhead: ΑΠΟΚΛΕΙΣΜΟΣ ΤΩΝ ΒΟΥΛΓΑΡΟΚΡΑΤΟΥΜΕΝΩΝ ΠΑΡΑΛΙΩΝ: [1201, 1098, 1585, 1121]
prisoners-articles: [1110, 937, 1594, 1057]
right-column: [1108, 122, 1599, 2182]
divider: [1110, 1307, 1594, 1309]
article-vienna-2: ΒΙΕΝΝΗ, Πέμπτη πρωΐα. — Οἱ ἐντεῦθεν ἐπίσημοι διπλωματικοὶ κύκλοι κατόπιν τῶν εἰδήσεων ἐκ τῶν προτεινομένων νέων συμφωνιῶν κρατοῦν τὴν γνώμην ὅτι ἡ κατάστασις αὐτὴ ἀπειλεῖ τὴν ἀποσόβησιν τοῦ πολέμου. Οἱ αὐτοὶ κύκλοι θεωροῦν ἀπίθανον τὴν διακοπὴν τῶν σχέσεων ἐν τῷ παρόντι.: [384, 739, 608, 869]
night-text-3: Εἰς τὴν Σερβικὴν Πρεσβείαν μετὰ ὀλίγα λεπτὰ ὁλόκληρος ἡ πλατεῖα τοῦ Συντάγματος ἐπληρώθη ὑπὸ τοῦ πλήθους τὸ ὁποῖον ἐκραύγαζεν ἐνθουσιωδῶς.: [1092, 1718, 1171, 1921]
prisoners-telegram: ΙΔΙΑΙΤΕΡΟΝ ΤΗΛΕΓΡΑΦΗΜΑ: [1236, 916, 1468, 935]
left-column: [8, 122, 372, 2182]
telegram-label-2: ΙΔΙΑΙΤΕΡΑ ΤΗΛΕΓΡΑΦΗΜΑΤΑ ΤΟΥ ΣΥΝΤΑΚΤΟΥ ΜΑΣ: [673, 1126, 1100, 1145]
divider: [380, 1756, 1077, 1757]
ad-fans-product: ΑΝΕΜΙΣΤΗΡΕΣ: [109, 837, 269, 862]
article-heading: Η ΣΤΑΣΙΣ ΤΗΣ ΡΩΣΣΙΑΣ: [419, 873, 573, 888]
ad-doctor: [8, 933, 370, 1177]
